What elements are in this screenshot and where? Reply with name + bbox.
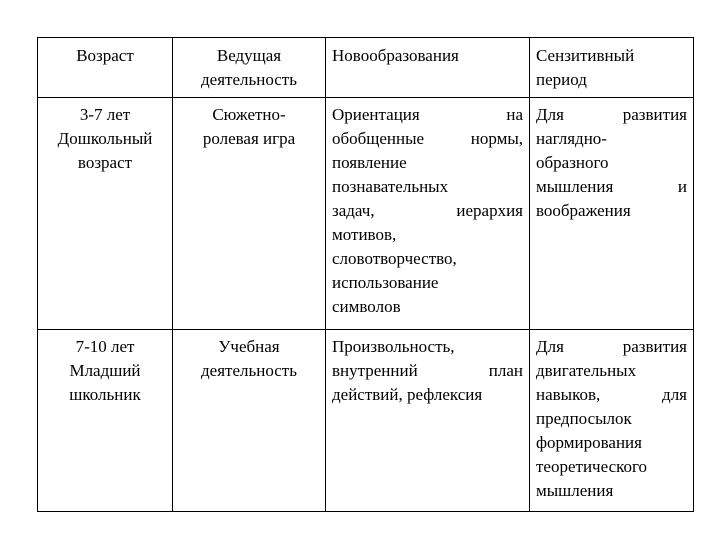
activity-line2: деятельность xyxy=(201,361,297,380)
sens-line: воображения xyxy=(536,201,631,220)
activity-line1: Сюжетно- xyxy=(212,105,286,124)
header-age xyxy=(38,38,173,98)
table-row xyxy=(38,98,694,330)
age-name-cont: школьник xyxy=(69,385,141,404)
age-periods-table xyxy=(37,37,694,512)
cell-neoformations xyxy=(326,98,530,330)
header-activity-line1: Ведущая xyxy=(216,46,282,65)
neo-line: мотивов, xyxy=(332,225,397,244)
cell-neoformations xyxy=(326,330,530,512)
header-sensitive-line1: Сензитивный xyxy=(536,46,635,65)
sens-line: мышления xyxy=(536,481,614,500)
neo-line: появление xyxy=(332,153,407,172)
sens-line: наглядно- xyxy=(536,129,607,148)
neo-line: внутренний план xyxy=(332,361,523,380)
table-header-row xyxy=(38,38,694,98)
sens-line: предпосылок xyxy=(536,409,632,428)
header-sensitive-period xyxy=(530,38,694,98)
neo-line: Ориентация на xyxy=(332,105,523,124)
age-name: Младший xyxy=(69,361,141,380)
sens-line: Для развития xyxy=(536,105,687,124)
age-range: 3-7 лет xyxy=(79,105,131,124)
sens-line: формирования xyxy=(536,433,642,452)
sens-line: Для развития xyxy=(536,337,687,356)
neo-line: действий, рефлексия xyxy=(332,385,483,404)
sens-line: мышления и xyxy=(536,177,687,196)
header-neoformations xyxy=(326,38,530,98)
activity-line1: Учебная xyxy=(218,337,280,356)
table-row xyxy=(38,330,694,512)
sens-line: образного xyxy=(536,153,609,172)
cell-age xyxy=(38,98,173,330)
sens-line: двигательных xyxy=(536,361,637,380)
neo-line: символов xyxy=(332,297,401,316)
neo-line: словотворчество, xyxy=(332,249,457,268)
neo-line: использование xyxy=(332,273,439,292)
neo-line: обобщенные нормы, xyxy=(332,129,523,148)
cell-leading-activity xyxy=(173,330,326,512)
cell-sensitive-period xyxy=(530,98,694,330)
activity-line2: ролевая игра xyxy=(202,129,296,148)
cell-age xyxy=(38,330,173,512)
header-leading-activity xyxy=(173,38,326,98)
sens-line: навыков, для xyxy=(536,385,687,404)
neo-line: задач, иерархия xyxy=(332,201,523,220)
age-name: Дошкольный xyxy=(57,129,153,148)
neo-line: Произвольность, xyxy=(332,337,455,356)
sens-line: теоретического xyxy=(536,457,648,476)
cell-leading-activity xyxy=(173,98,326,330)
cell-sensitive-period xyxy=(530,330,694,512)
age-name-cont: возраст xyxy=(77,153,133,172)
header-age-text: Возраст xyxy=(76,46,134,65)
age-range: 7-10 лет xyxy=(75,337,135,356)
header-sensitive-line2: период xyxy=(536,70,587,89)
header-neoformations-text: Новообразования xyxy=(332,46,459,65)
neo-line: познавательных xyxy=(332,177,449,196)
header-activity-line2: деятельность xyxy=(201,70,297,89)
